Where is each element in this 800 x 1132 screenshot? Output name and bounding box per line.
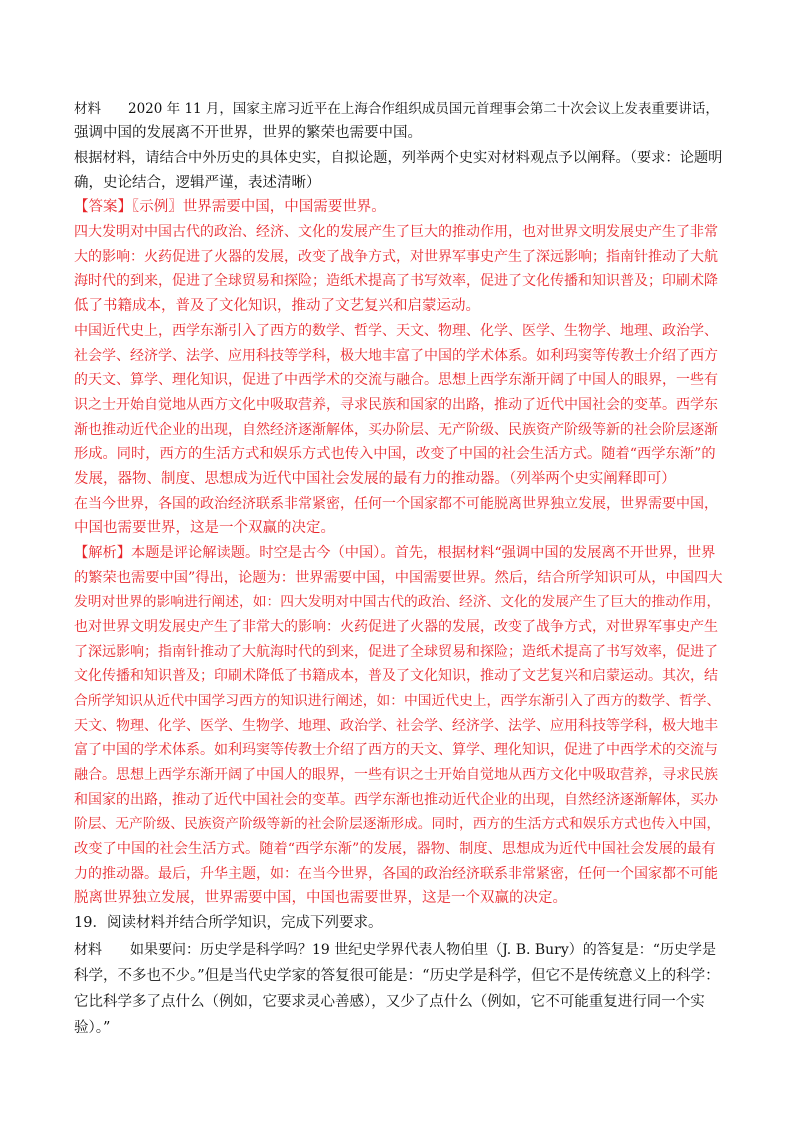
analysis-line: 文化传播和知识普及；印刷术降低了书籍成本，普及了文化知识，推动了文艺复兴和启蒙运动。其次，结 — [74, 668, 718, 684]
analysis-line: 脱离世界独立发展，世界需要中国，中国也需要世界，这是一个双赢的决定。 — [74, 890, 567, 906]
answer-line: 低了书籍成本，普及了文化知识，推动了文艺复兴和启蒙运动。 — [74, 298, 480, 314]
answer-line: 社会学、经济学、法学、应用科技等学科，极大地丰富了中国的学术体系。如利玛窦等传教士介绍了西方 — [74, 348, 718, 364]
analysis-line: 【解析】本题是评论解读题。时空是古今（中国）。首先，根据材料“强调中国的发展离不开世界，世界 — [74, 545, 716, 561]
analysis-line: 改变了中国的社会生活方式。随着“西学东渐”的发展，器物、制度、思想成为近代中国社会发展的最有 — [74, 841, 716, 857]
material-1-line: 强调中国的发展离不开世界，世界的繁荣也需要中国。 — [74, 125, 422, 141]
answer-line: 四大发明对中国古代的政治、经济、文化的发展产生了巨大的推动作用，也对世界文明发展史产生了非常 — [74, 224, 718, 240]
question-19-heading: 19．阅读材料并结合所学知识，完成下列要求。 — [74, 915, 383, 931]
answer-line: 大的影响：火药促进了火器的发展，改变了战争方式，对世界军事史产生了深远影响；指南针推动了大航 — [74, 249, 718, 265]
material-2-line: 它比科学多了点什么（例如，它要求灵心善感），又少了点什么（例如，它不可能重复进行同一个实 — [74, 994, 705, 1010]
answer-line: 发展，器物、制度、思想成为近代中国社会发展的最有力的推动器。（列举两个史实阐释即可） — [74, 471, 676, 487]
analysis-line: 力的推动器。最后，升华主题，如：在当今世界，各国的政治经济联系非常紧密，任何一个国家都不可能 — [74, 866, 718, 882]
material-2-line: 材料 如果要问：历史学是科学吗？19 世纪史学界代表人物伯里（J. B. Bury）的答复是：“历史学是 — [74, 942, 716, 958]
material-2-line: 验）。” — [74, 1020, 111, 1036]
analysis-line: 发明对世界的影响进行阐述，如：四大发明对中国古代的政治、经济、文化的发展产生了巨大的推动作用， — [74, 594, 721, 610]
analysis-line: 的繁荣也需要中国”得出，论题为：世界需要中国，中国需要世界。然后，结合所学知识可从，中国四大 — [74, 570, 723, 586]
analysis-line: 融合。思想上西学东渐开阔了中国人的眼界，一些有识之士开始自觉地从西方文化中吸取营养，寻求民族 — [74, 767, 718, 783]
answer-line: 的天文、算学、理化知识，促进了中西学术的交流与融合。思想上西学东渐开阔了中国人的眼界，一些有 — [74, 372, 718, 388]
answer-line: 识之士开始自觉地从西方文化中吸取营养，寻求民族和国家的出路，推动了近代中国社会的变革。西学东 — [74, 397, 718, 413]
answer-line: 在当今世界，各国的政治经济联系非常紧密，任何一个国家都不可能脱离世界独立发展，世界需要中国， — [74, 496, 718, 512]
analysis-line: 富了中国的学术体系。如利玛窦等传教士介绍了西方的天文、算学、理化知识，促进了中西学术的交流与 — [74, 742, 718, 758]
analysis-line: 天文、物理、化学、医学、生物学、地理、政治学、社会学、经济学、法学、应用科技等学科，极大地丰 — [74, 718, 718, 734]
analysis-line: 也对世界文明发展史产生了非常大的影响：火药促进了火器的发展，改变了战争方式，对世界军事史产生 — [74, 619, 718, 635]
answer-line: 中国近代史上，西学东渐引入了西方的数学、哲学、天文、物理、化学、医学、生物学、地理、政治学、 — [74, 323, 718, 339]
answer-line: 形成。同时，西方的生活方式和娱乐方式也传入中国，改变了中国的社会生活方式。随着“西学东渐”的 — [74, 446, 716, 462]
material-2-line: 科学，不多也不少。”但是当代史学家的答复很可能是：“历史学是科学，但它不是传统意义上的科学： — [74, 968, 720, 984]
answer-line: 海时代的到来，促进了全球贸易和探险；造纸术提高了书写效率，促进了文化传播和知识普及；印刷术降 — [74, 273, 718, 289]
answer-line: 中国也需要世界，这是一个双赢的决定。 — [74, 520, 335, 536]
analysis-line: 阶层、无产阶级、民族资产阶级等新的社会阶层逐渐形成。同时，西方的生活方式和娱乐方式也传入中国， — [74, 816, 721, 832]
analysis-line: 了深远影响；指南针推动了大航海时代的到来，促进了全球贸易和探险；造纸术提高了书写效率，促进了 — [74, 644, 718, 660]
answer-line: 渐也推动近代企业的出现，自然经济逐渐解体，买办阶层、无产阶级、民族资产阶级等新的社会阶层逐渐 — [74, 422, 718, 438]
question-1-line: 确，史论结合，逻辑严谨，表述清晰） — [74, 175, 321, 191]
analysis-line: 合所学知识从近代中国学习西方的知识进行阐述，如：中国近代史上，西学东渐引入了西方的数学、哲学、 — [74, 693, 721, 709]
question-1-line: 根据材料，请结合中外历史的具体史实，自拟论题，列举两个史实对材料观点予以阐释。（要求：论题明 — [74, 150, 723, 166]
material-1-line: 材料 2020 年 11 月，国家主席习近平在上海合作组织成员国元首理事会第二十次会议上发表重要讲话， — [74, 101, 719, 117]
answer-line: 【答案】〖示例〗世界需要中国，中国需要世界。 — [74, 199, 386, 215]
analysis-line: 和国家的出路，推动了近代中国社会的变革。西学东渐也推动近代企业的出现，自然经济逐渐解体，买办 — [74, 792, 718, 808]
